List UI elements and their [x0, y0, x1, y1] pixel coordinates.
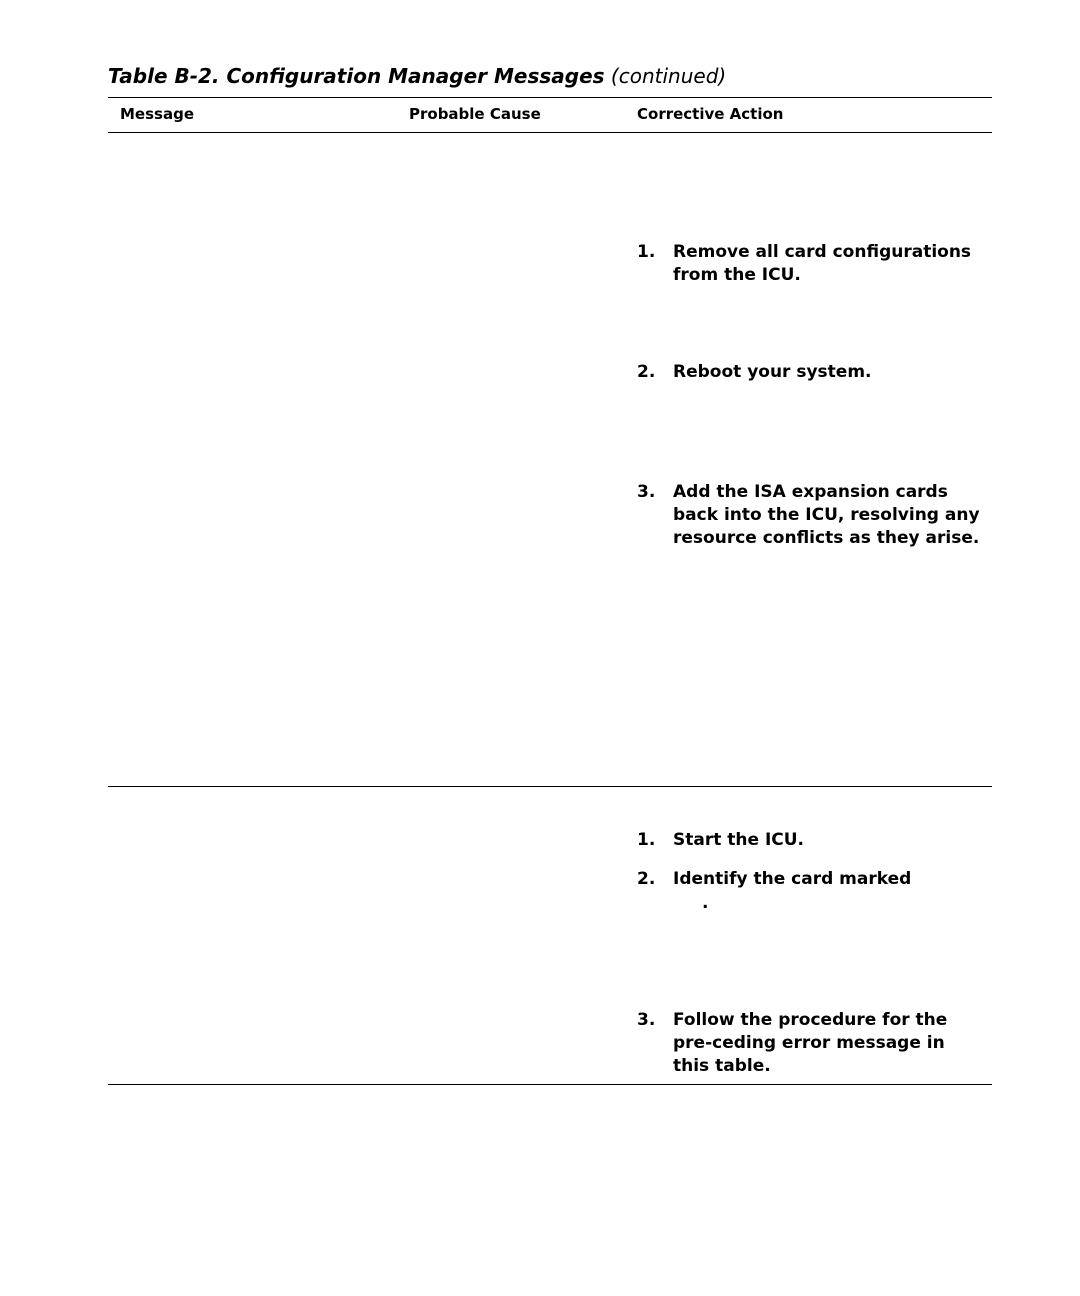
header-corrective-action: Corrective Action [637, 105, 784, 123]
table-caption-suffix: (continued) [610, 64, 727, 88]
step-number: 3. [637, 482, 656, 502]
row-divider [108, 786, 992, 787]
step-text: Reboot your system. [673, 362, 872, 382]
row2-step-1 [637, 829, 982, 852]
table-bottom-rule [108, 1084, 992, 1085]
step-number: 1. [637, 242, 656, 262]
step-text: Identify the card marked [673, 869, 912, 889]
step-text: Remove all card configurations from the ICU. [673, 242, 972, 285]
header-bottom-rule [108, 132, 992, 133]
step-number: 2. [637, 869, 656, 889]
step-number: 2. [637, 362, 656, 382]
trailing-period: . [702, 893, 709, 913]
step-text: Start the ICU. [673, 830, 805, 850]
step-text: Add the ISA expansion cards back into the ICU, resolving any resource conflicts as they arise. [673, 482, 980, 548]
table-caption-label: Table B-2. Configuration Manager Messages [108, 64, 605, 88]
step-number: 1. [637, 830, 656, 850]
row1-step-1 [637, 241, 982, 287]
header-probable-cause: Probable Cause [409, 105, 541, 123]
row1-step-3 [637, 481, 982, 550]
step-number: 3. [637, 1010, 656, 1030]
table-top-rule [108, 97, 992, 98]
step-text: Follow the procedure for the pre-ceding error message in this table. [673, 1010, 948, 1076]
table-caption [108, 64, 726, 88]
header-message: Message [120, 105, 194, 123]
row1-step-2 [637, 361, 982, 384]
row2-step-2 [637, 868, 982, 891]
row2-step-3 [637, 1009, 982, 1078]
